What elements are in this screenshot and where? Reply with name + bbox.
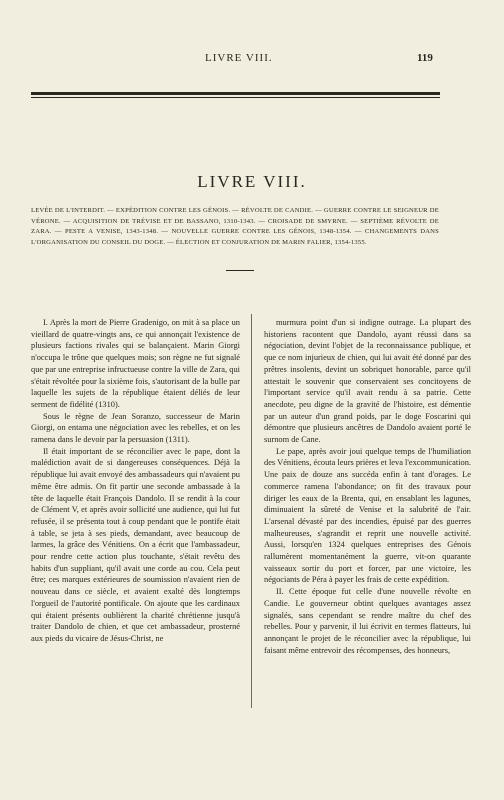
paragraph: murmura point d'un si indigne outrage. La plupart des historiens racontent que Dandolo, ayant réussi dans sa négociation, devint l'objet de la reconnaissance publique, et que ce nom injurieux de chien, qui lui avait été donné par des prêtres insolents, devint un sobriquet honorable, parce qu'il attestait le souvenir que conservaient ses concitoyens de l'important service qu'il avait rendu à sa patrie. Cette anecdote, peu digne de la gravité de l'histoire, est démentie par un auteur d'un grand poids, par le doge Foscarini qui démontre que plusieurs ancêtres de Dandolo avaient porté le surnom de Cane. (264, 318, 471, 445)
paragraph: Sous le règne de Jean Soranzo, successeur de Marin Giorgi, on entama une négociation avec les rebelles, et on les ramena dans le devoir par la persuasion (1311). (31, 411, 240, 445)
running-head (0, 52, 504, 68)
paragraph: Il était important de se réconcilier avec le pape, dont la malédiction avait de si dangereuses conséquences. Déjà la république lui avait envoyé des ambassadeurs qui n'avaient pu même être admis. On fit partir une seconde ambassade à la tête de laquelle était François Dandolo. Il se rendit à la cour de Clément V, et après avoir sollicité une audience, qui lui fut refusée, il se présenta tout à coup pendant que le pontife était à table, se jeta à ses pieds, demandant, avec beaucoup de larmes, la grâce des Vénitiens. On a écrit que l'ambassadeur, pour rendre cette action plus touchante, s'était revêtu des habits d'un suppliant, qu'il avait une corde au cou. Cela peut être; ces marques extérieures de soumission n'avaient rien de nouveau dans ce siècle, et avaient exalté dès longtemps l'orgueil de l'autorité pontificale. On ajoute que les cardinaux qui étaient présents oublièrent la charité chrétienne jusqu'à traiter Dandolo de chien, et que cet ambassadeur, prosterné aux pieds du vicaire de Jésus-Christ, ne (31, 446, 240, 643)
left-column (31, 317, 240, 645)
chapter-summary: LEVÉE DE L'INTERDIT. — EXPÉDITION CONTRE LES GÉNOIS. — RÉVOLTE DE CANDIE. — GUERRE CONTRE LE SEIGNEUR DE VÉRONE. — ACQUISITION DE TRÉVISE ET DE BASSANO, 1310-1343. — CROISADE DE SMYRNE. — SEPTIÈME RÉVOLTE DE ZARA. — PESTE A VENISE, 1343-1348. — NOUVELLE GUERRE CONTRE LES GÉNOIS, 1348-1354. — CHANGEMENTS DANS L'ORGANISATION DU CONSEIL DU DOGE. — ÉLECTION ET CONJURATION DE MARIN FALIER, 1354-1355. (31, 207, 439, 246)
running-title: LIVRE VIII. (205, 52, 273, 64)
paragraph: Le pape, après avoir joui quelque temps de l'humiliation des Vénitiens, écouta leurs prières et leva l'excommunication. Une paix de douze ans succéda enfin à tant d'orages. Le commerce ramena l'abondance; on fit des travaux pour diriger les eaux de la Brenta, qui, en ensablant les lagunes, diminuaient la sûreté de Venise et la salubrité de l'air. L'arsenal dévasté par des incendies, épuisé par des guerres malheureuses, s'agrandit et reprit une nouvelle activité. Aussi, lorsqu'en 1324 quelques entreprises des Génois rallumèrent momentanément la guerre, vit-on quarante vaisseaux sortir du port et forcer, par une victoire, les négociants de Péra à payer les frais de cette expédition. (264, 446, 471, 585)
column-divider (251, 314, 252, 708)
page-number: 119 (417, 52, 433, 64)
header-rule-thick (31, 92, 440, 95)
chapter-title: LIVRE VIII. (197, 172, 307, 191)
section-separator (226, 270, 254, 271)
paragraph: II. Cette époque fut celle d'une nouvelle révolte en Candie. Le gouverneur obtint quelques avantages assez signalés, sans cependant se rendre maître du chef des rebelles. Pour y parvenir, il lui écrivit en termes flatteurs, lui annonçant le projet de le réconcilier avec la république, lui faisant même entrevoir des récompenses, des honneurs, (264, 587, 471, 655)
right-column (264, 317, 471, 656)
paragraph: I. Après la mort de Pierre Gradenigo, on mit à sa place un vieillard de quatre-vingts ans, ce qui annonçait l'existence de plusieurs factions rivales qui se balançaient. Marin Giorgi n'occupa le trône que quelques mois; son règne ne fut signalé que par une entreprise infructueuse contre la ville de Zara, qui s'était révoltée pour la sixième fois, s'autorisant de la bulle par laquelle les sujets de la république étaient déliés de leur serment de fidélité (1310). (31, 318, 240, 409)
header-rule-thin (31, 97, 440, 98)
